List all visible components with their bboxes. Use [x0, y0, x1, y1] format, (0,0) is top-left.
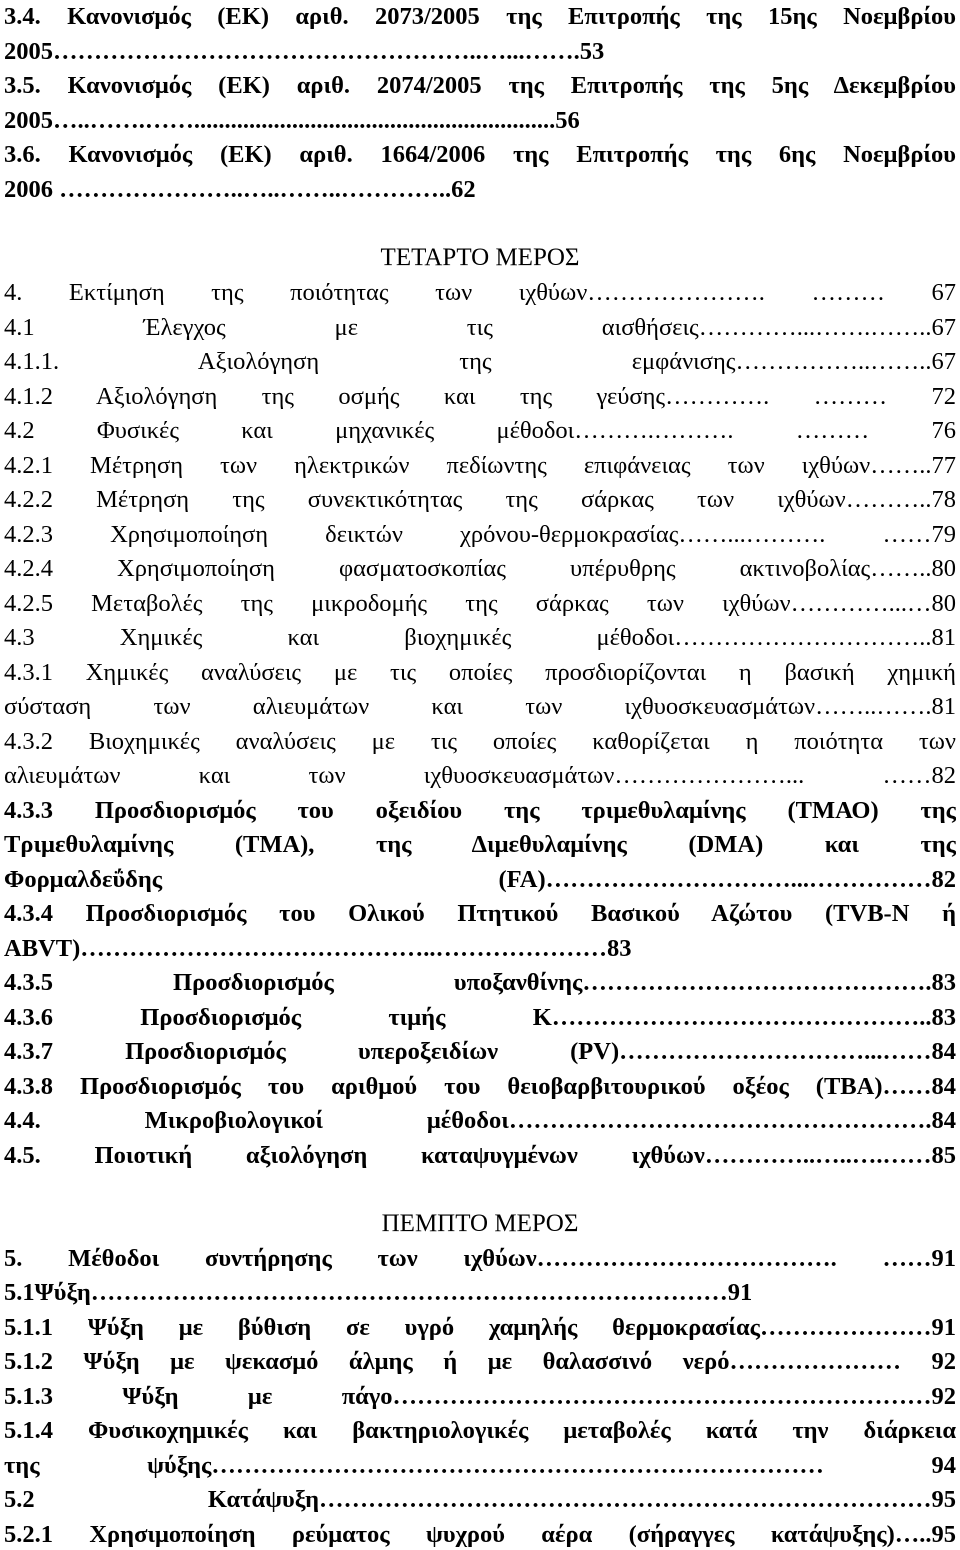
section-heading: ΠΕΜΠΤΟ ΜΕΡΟΣ [381, 1210, 579, 1237]
toc-entry: 2005…..…….……...........................................................56 [4, 107, 580, 134]
toc-entry: 5.1.4 Φυσικοχημικές και βακτηριολογικές μεταβολές κατά την διάρκεια [4, 1417, 956, 1444]
toc-entry: 3.6. Κανονισμός (ΕΚ) αριθ. 1664/2006 της Επιτροπής της 6ης Νοεμβρίου [4, 141, 956, 168]
toc-entry: 4.3.7 Προσδιορισμός υπεροξειδίων (PV)…………………………...……84 [4, 1038, 956, 1065]
toc-entry: 5.1Ψύξη……………………………………………………………………91 [4, 1279, 753, 1306]
toc-entry: ABVT)……………………………………..…………………83 [4, 935, 632, 962]
toc-entry: 4.3.6 Προσδιορισμός τιμής Κ………………………………………..83 [4, 1004, 956, 1031]
toc-entry: 3.5. Κανονισμός (ΕΚ) αριθ. 2074/2005 της Επιτροπής της 5ης Δεκεμβρίου [4, 72, 956, 99]
toc-entry: 4.5. Ποιοτική αξιολόγηση καταψυγμένων ιχθύων…………..…..….……85 [4, 1142, 956, 1169]
toc-entry: 2005……………………………………………..…...…….53 [4, 38, 605, 65]
toc-entry: της ψύξης………………………………………………………………… 94 [4, 1452, 956, 1479]
toc-entry: 4.3.5 Προσδιορισμός υποξανθίνης…………………………………….83 [4, 969, 956, 996]
toc-entry: 4.3 Χημικές και βιοχημικές μέθοδοι…………………………..81 [4, 624, 956, 651]
toc-entry: 5.2.1 Χρησιμοποίηση ρεύματος ψυχρού αέρα (σήραγγες κατάψυξης)…..95 [4, 1521, 956, 1548]
toc-entry: 5.1.2 Ψύξη με ψεκασμό άλμης ή με θαλασσινό νερό………………… 92 [4, 1348, 956, 1375]
toc-entry: 3.4. Κανονισμός (ΕΚ) αριθ. 2073/2005 της Επιτροπής της 15ης Νοεμβρίου [4, 3, 956, 30]
toc-entry: 4.3.2 Βιοχημικές αναλύσεις με τις οποίες καθορίζεται η ποιότητα των [4, 728, 956, 755]
toc-entry: 4.3.8 Προσδιορισμός του αριθμού του θειοβαρβιτουρικού οξέος (ΤΒΑ)……84 [4, 1073, 956, 1100]
toc-entry: 2006 …………………..…..……..…………..62 [4, 176, 476, 203]
toc-entry: 5. Μέθοδοι συντήρησης των ιχθύων………………………………. ……91 [4, 1245, 956, 1272]
section-heading: ΤΕΤΑΡΤΟ ΜΕΡΟΣ [380, 244, 580, 271]
toc-entry: Τριμεθυλαμίνης (ΤΜΑ), της Διμεθυλαμίνης (DMA) και της [4, 831, 956, 858]
toc-entry: 4.2.2 Μέτρηση της συνεκτικότητας της σάρκας των ιχθύων………..78 [4, 486, 956, 513]
toc-entry: 4.2 Φυσικές και μηχανικές μέθοδοι……….………. ……… 76 [4, 417, 956, 444]
toc-entry: αλιευμάτων και των ιχθυοσκευασμάτων…………………... ……82 [4, 762, 956, 789]
toc-entry: 5.2 Κατάψυξη…………………………………………………………………95 [4, 1486, 956, 1513]
toc-entry: 4.2.3 Χρησιμοποίηση δεικτών χρόνου-θερμοκρασίας……...………. ……79 [4, 521, 956, 548]
toc-entry: σύσταση των αλιευμάτων και των ιχθυοσκευασμάτων……..…….81 [4, 693, 956, 720]
toc-entry: 4.4. Μικροβιολογικοί μέθοδοι…………………………………………….84 [4, 1107, 956, 1134]
toc-entry: 4.2.5 Μεταβολές της μικροδομής της σάρκας των ιχθύων…………...…80 [4, 590, 956, 617]
toc-entry: 4.1.2 Αξιολόγηση της οσμής και της γεύσης…………. ……… 72 [4, 383, 956, 410]
toc-entry: 5.1.3 Ψύξη με πάγο…………………………………………………………92 [4, 1383, 956, 1410]
toc-entry: 4.1 Έλεγχος με τις αισθήσεις…………...…….……..67 [4, 314, 956, 341]
toc-entry: 4.3.4 Προσδιορισμός του Ολικού Πτητικού Βασικού Αζώτου (TVB-N ή [4, 900, 956, 927]
toc-entry: Φορμαλδεΰδης (FA)…………………………...……………82 [4, 866, 956, 893]
toc-entry: 5.1.1 Ψύξη με βύθιση σε υγρό χαμηλής θερμοκρασίας…………………91 [4, 1314, 956, 1341]
toc-entry: 4.2.4 Χρησιμοποίηση φασματοσκοπίας υπέρυθρης ακτινοβολίας……..80 [4, 555, 956, 582]
toc-entry: 4.3.3 Προσδιορισμός του οξειδίου της τριμεθυλαμίνης (ΤΜΑΟ) της [4, 797, 956, 824]
toc-entry: 4. Εκτίμηση της ποιότητας των ιχθύων…………………. ……… 67 [4, 279, 956, 306]
toc-entry: 4.2.1 Μέτρηση των ηλεκτρικών πεδίωντης επιφάνειας των ιχθύων……..77 [4, 452, 956, 479]
toc-entry: 4.3.1 Χημικές αναλύσεις με τις οποίες προσδιορίζονται η βασική χημική [4, 659, 956, 686]
toc-entry: 4.1.1. Αξιολόγηση της εμφάνισης……………..……..67 [4, 348, 956, 375]
